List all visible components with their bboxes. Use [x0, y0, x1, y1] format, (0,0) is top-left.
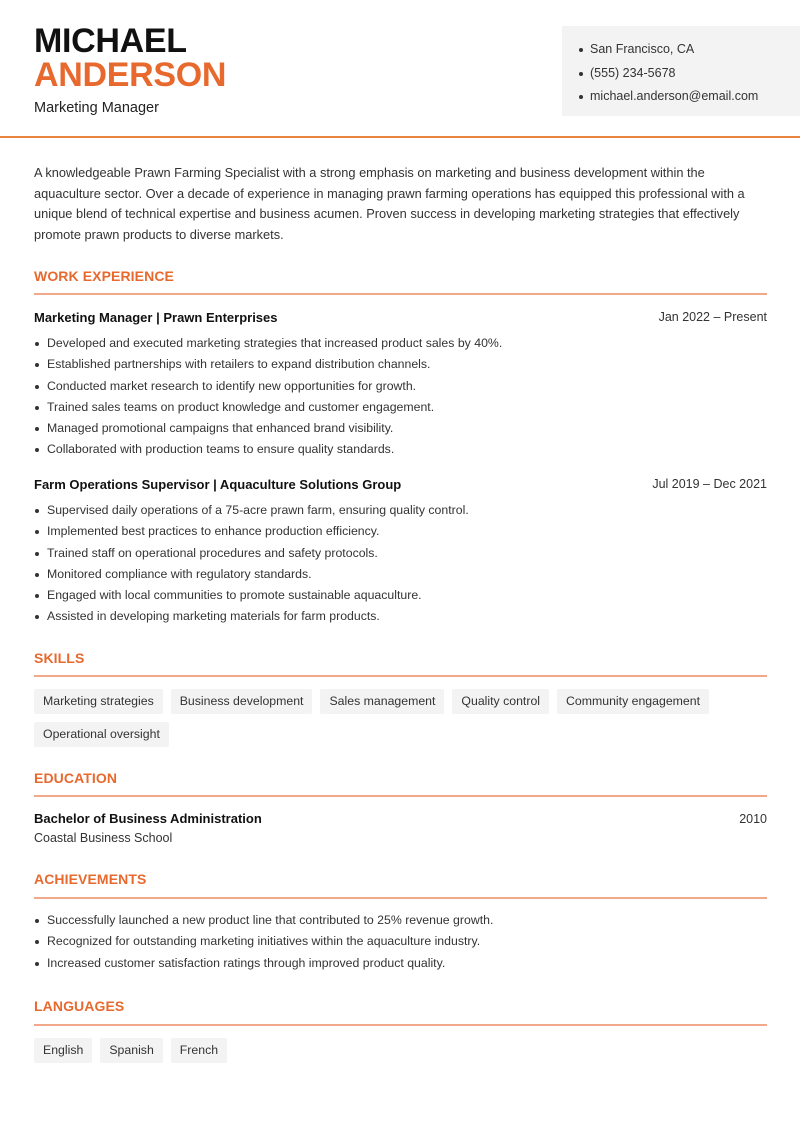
job-title: Marketing Manager | Prawn Enterprises [34, 310, 278, 325]
list-item: Monitored compliance with regulatory standards. [34, 564, 469, 585]
skill-chip: Marketing strategies [34, 689, 163, 714]
education-year: 2010 [739, 812, 767, 826]
candidate-name [34, 24, 226, 92]
skill-chip: Quality control [452, 689, 549, 714]
section-divider [34, 675, 767, 677]
job-title: Farm Operations Supervisor | Aquaculture Solutions Group [34, 477, 402, 492]
section-divider [34, 293, 767, 295]
language-chip: Spanish [100, 1038, 162, 1063]
section-title-achievements: ACHIEVEMENTS [34, 871, 147, 887]
languages-list [34, 1038, 774, 1063]
list-item: Engaged with local communities to promote sustainable aquaculture. [34, 585, 469, 606]
job-dates: Jul 2019 – Dec 2021 [652, 477, 767, 491]
education-degree: Bachelor of Business Administration [34, 811, 262, 826]
list-item: Assisted in developing marketing materials for farm products. [34, 606, 469, 627]
job-role: Marketing Manager [34, 100, 159, 116]
section-title-skills: SKILLS [34, 650, 85, 666]
skills-list [34, 689, 774, 747]
skill-chip: Community engagement [557, 689, 709, 714]
list-item: Increased customer satisfaction ratings through improved product quality. [34, 953, 493, 974]
job-bullets [34, 333, 502, 461]
list-item: Developed and executed marketing strategies that increased product sales by 40%. [34, 333, 502, 354]
contact-box [562, 26, 800, 116]
list-item: Supervised daily operations of a 75-acre prawn farm, ensuring quality control. [34, 500, 469, 521]
skill-chip: Business development [171, 689, 313, 714]
section-divider [34, 897, 767, 899]
list-item: Established partnerships with retailers to expand distribution channels. [34, 354, 502, 375]
job-dates: Jan 2022 – Present [658, 310, 767, 324]
list-item: Collaborated with production teams to ensure quality standards. [34, 439, 502, 460]
list-item: Conducted market research to identify new opportunities for growth. [34, 376, 502, 397]
resume-header [0, 0, 800, 138]
list-item: Trained sales teams on product knowledge and customer engagement. [34, 397, 502, 418]
contact-location: San Francisco, CA [579, 38, 800, 62]
professional-summary: A knowledgeable Prawn Farming Specialist with a strong emphasis on marketing and business development within the aquaculture sector. Over a decade of experience in managing prawn farming operations has equipped this professional with a unique blend of technical expertise and business acumen. Proven success in developing marketing strategies that effectively promote prawn products to diverse markets. [34, 165, 745, 242]
section-title-work-experience: WORK EXPERIENCE [34, 268, 174, 284]
list-item: Successfully launched a new product line that contributed to 25% revenue growth. [34, 910, 493, 931]
contact-phone: (555) 234-5678 [579, 62, 800, 86]
job-bullets [34, 500, 469, 628]
contact-email[interactable]: michael.anderson@email.com [579, 85, 800, 109]
achievements-list [34, 910, 493, 974]
skill-chip: Sales management [320, 689, 444, 714]
skill-chip: Operational oversight [34, 722, 169, 747]
education-school: Coastal Business School [34, 831, 173, 845]
section-divider [34, 795, 767, 797]
list-item: Managed promotional campaigns that enhanced brand visibility. [34, 418, 502, 439]
first-name: MICHAEL [34, 22, 187, 60]
list-item: Recognized for outstanding marketing initiatives within the aquaculture industry. [34, 931, 493, 952]
section-title-education: EDUCATION [34, 770, 118, 786]
list-item: Implemented best practices to enhance production efficiency. [34, 521, 469, 542]
section-title-languages: LANGUAGES [34, 998, 125, 1014]
list-item: Trained staff on operational procedures and safety protocols. [34, 543, 469, 564]
language-chip: English [34, 1038, 92, 1063]
last-name: ANDERSON [34, 56, 227, 94]
language-chip: French [171, 1038, 227, 1063]
section-divider [34, 1024, 767, 1026]
